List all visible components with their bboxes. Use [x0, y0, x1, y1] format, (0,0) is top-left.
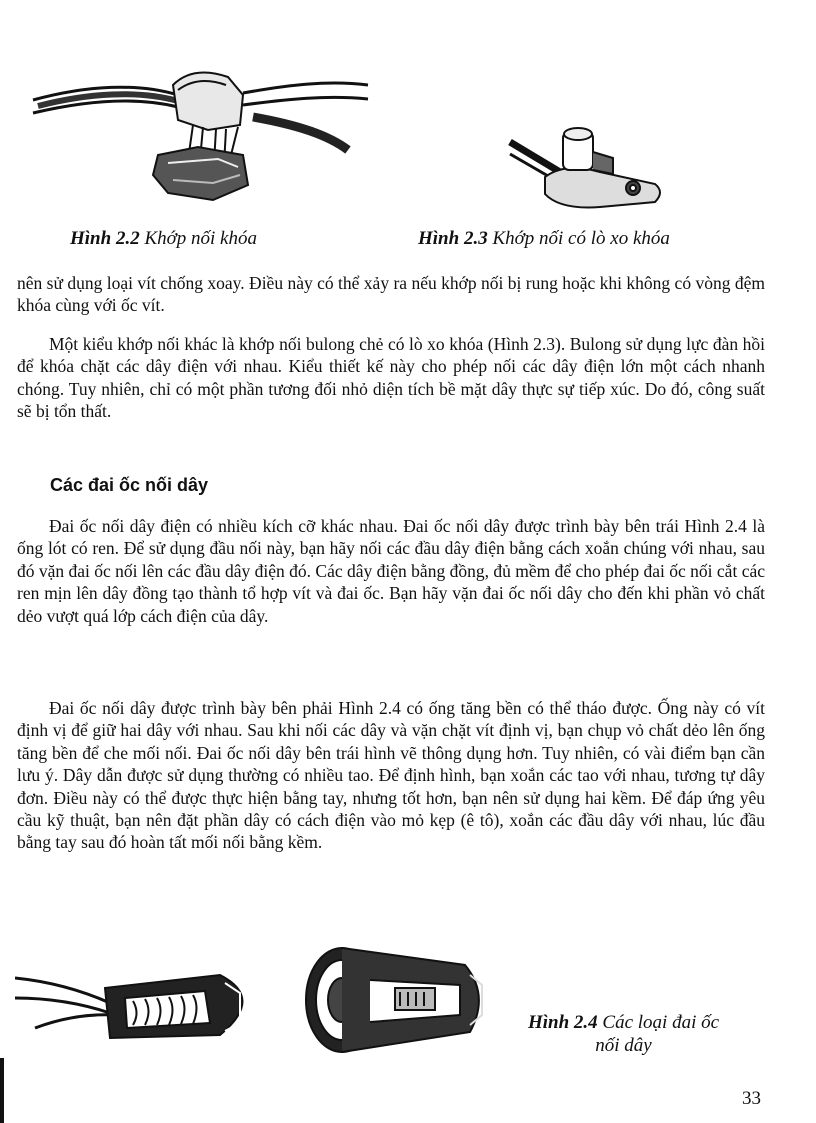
figure-caption-text: Khớp nối khóa — [144, 228, 257, 249]
figure-label: Hình 2.3 — [418, 228, 488, 249]
spring-lock-connector-icon — [505, 122, 685, 222]
figure-label: Hình 2.2 — [70, 228, 140, 249]
figure-caption-text: Khớp nối có lò xo khóa — [492, 228, 670, 249]
split-bolt-connector-icon — [28, 55, 388, 220]
figure-caption-text: nối dây — [595, 1035, 652, 1056]
wire-nut-setscrew-icon — [300, 940, 490, 1060]
section-heading: Các đai ốc nối dây — [50, 475, 209, 495]
figure-caption-2-3 — [418, 228, 670, 250]
figure-label: Hình 2.4 — [527, 1012, 598, 1033]
paragraph-4: Đai ốc nối dây được trình bày bên phải Hình 2.4 có ống tăng bền có thể tháo được. Ống này có vít định vị để giữ hai dây với nhau. Sau khi nối các dây và vặn chặt vít định vị, bạn chụp vỏ chất dẻo lên ống tăng bền để che mối nối. Đai ốc nối dây bên trái hình vẽ thông dụng hơn. Tuy nhiên, có vài điểm bạn cần lưu ý. Dây dẫn được sử dụng thường có nhiều tao. Để định hình, bạn xoắn các tao với nhau, tương tự dây đơn. Điều này có thể được thực hiện bằng tay, nhưng tốt hơn, bạn nên sử dụng hai kềm. Để đáp ứng yêu cầu kỹ thuật, bạn nên đặt phần dây có cách điện vào mỏ kẹp (ê tô), xoắn các đầu dây với nhau, lúc đầu bằng tay sau đó hoàn tất mối nối bằng kềm. — [17, 698, 765, 853]
figure-caption-text: Các loại đai ốc — [602, 1012, 720, 1033]
page-number: 33 — [742, 1088, 761, 1109]
figure-caption-2-4 — [496, 1012, 751, 1034]
paragraph-1: nên sử dụng loại vít chống xoay. Điều này có thể xảy ra nếu khớp nối bị rung hoặc khi không có vòng đệm khóa cùng với ốc vít. — [17, 273, 765, 316]
paragraph-2: Một kiểu khớp nối khác là khớp nối bulong chẻ có lò xo khóa (Hình 2.3). Bulong sử dụng lực đàn hồi để khóa chặt các dây điện với nhau. Kiểu thiết kế này cho phép nối các dây điện lớn một cách nhanh chóng. Tuy nhiên, chỉ có một phần tương đối nhỏ diện tích bề mặt dây thực sự tiếp xúc. Do đó, công suất sẽ bị tổn thất. — [17, 334, 765, 422]
figure-caption-2-4-line2 — [496, 1035, 751, 1057]
wire-nut-threaded-icon — [15, 953, 270, 1048]
figure-caption-2-2 — [70, 228, 257, 250]
page-edge-mark — [0, 1058, 4, 1123]
paragraph-3: Đai ốc nối dây điện có nhiều kích cỡ khác nhau. Đai ốc nối dây được trình bày bên trái Hình 2.4 là ống lót có ren. Để sử dụng đầu nối này, bạn hãy nối các đầu dây điện bằng cách xoắn chúng với nhau, sau đó vặn đai ốc nối lên các đầu dây điện đó. Các dây điện bằng đồng, đủ mềm để cho phép đai ốc nối cắt các ren mịn lên dây đồng tạo thành tổ hợp vít và đai ốc. Bạn hãy vặn đai ốc nối dây cho đến khi phần vỏ chất dẻo vượt quá lớp cách điện của dây. — [17, 516, 765, 626]
